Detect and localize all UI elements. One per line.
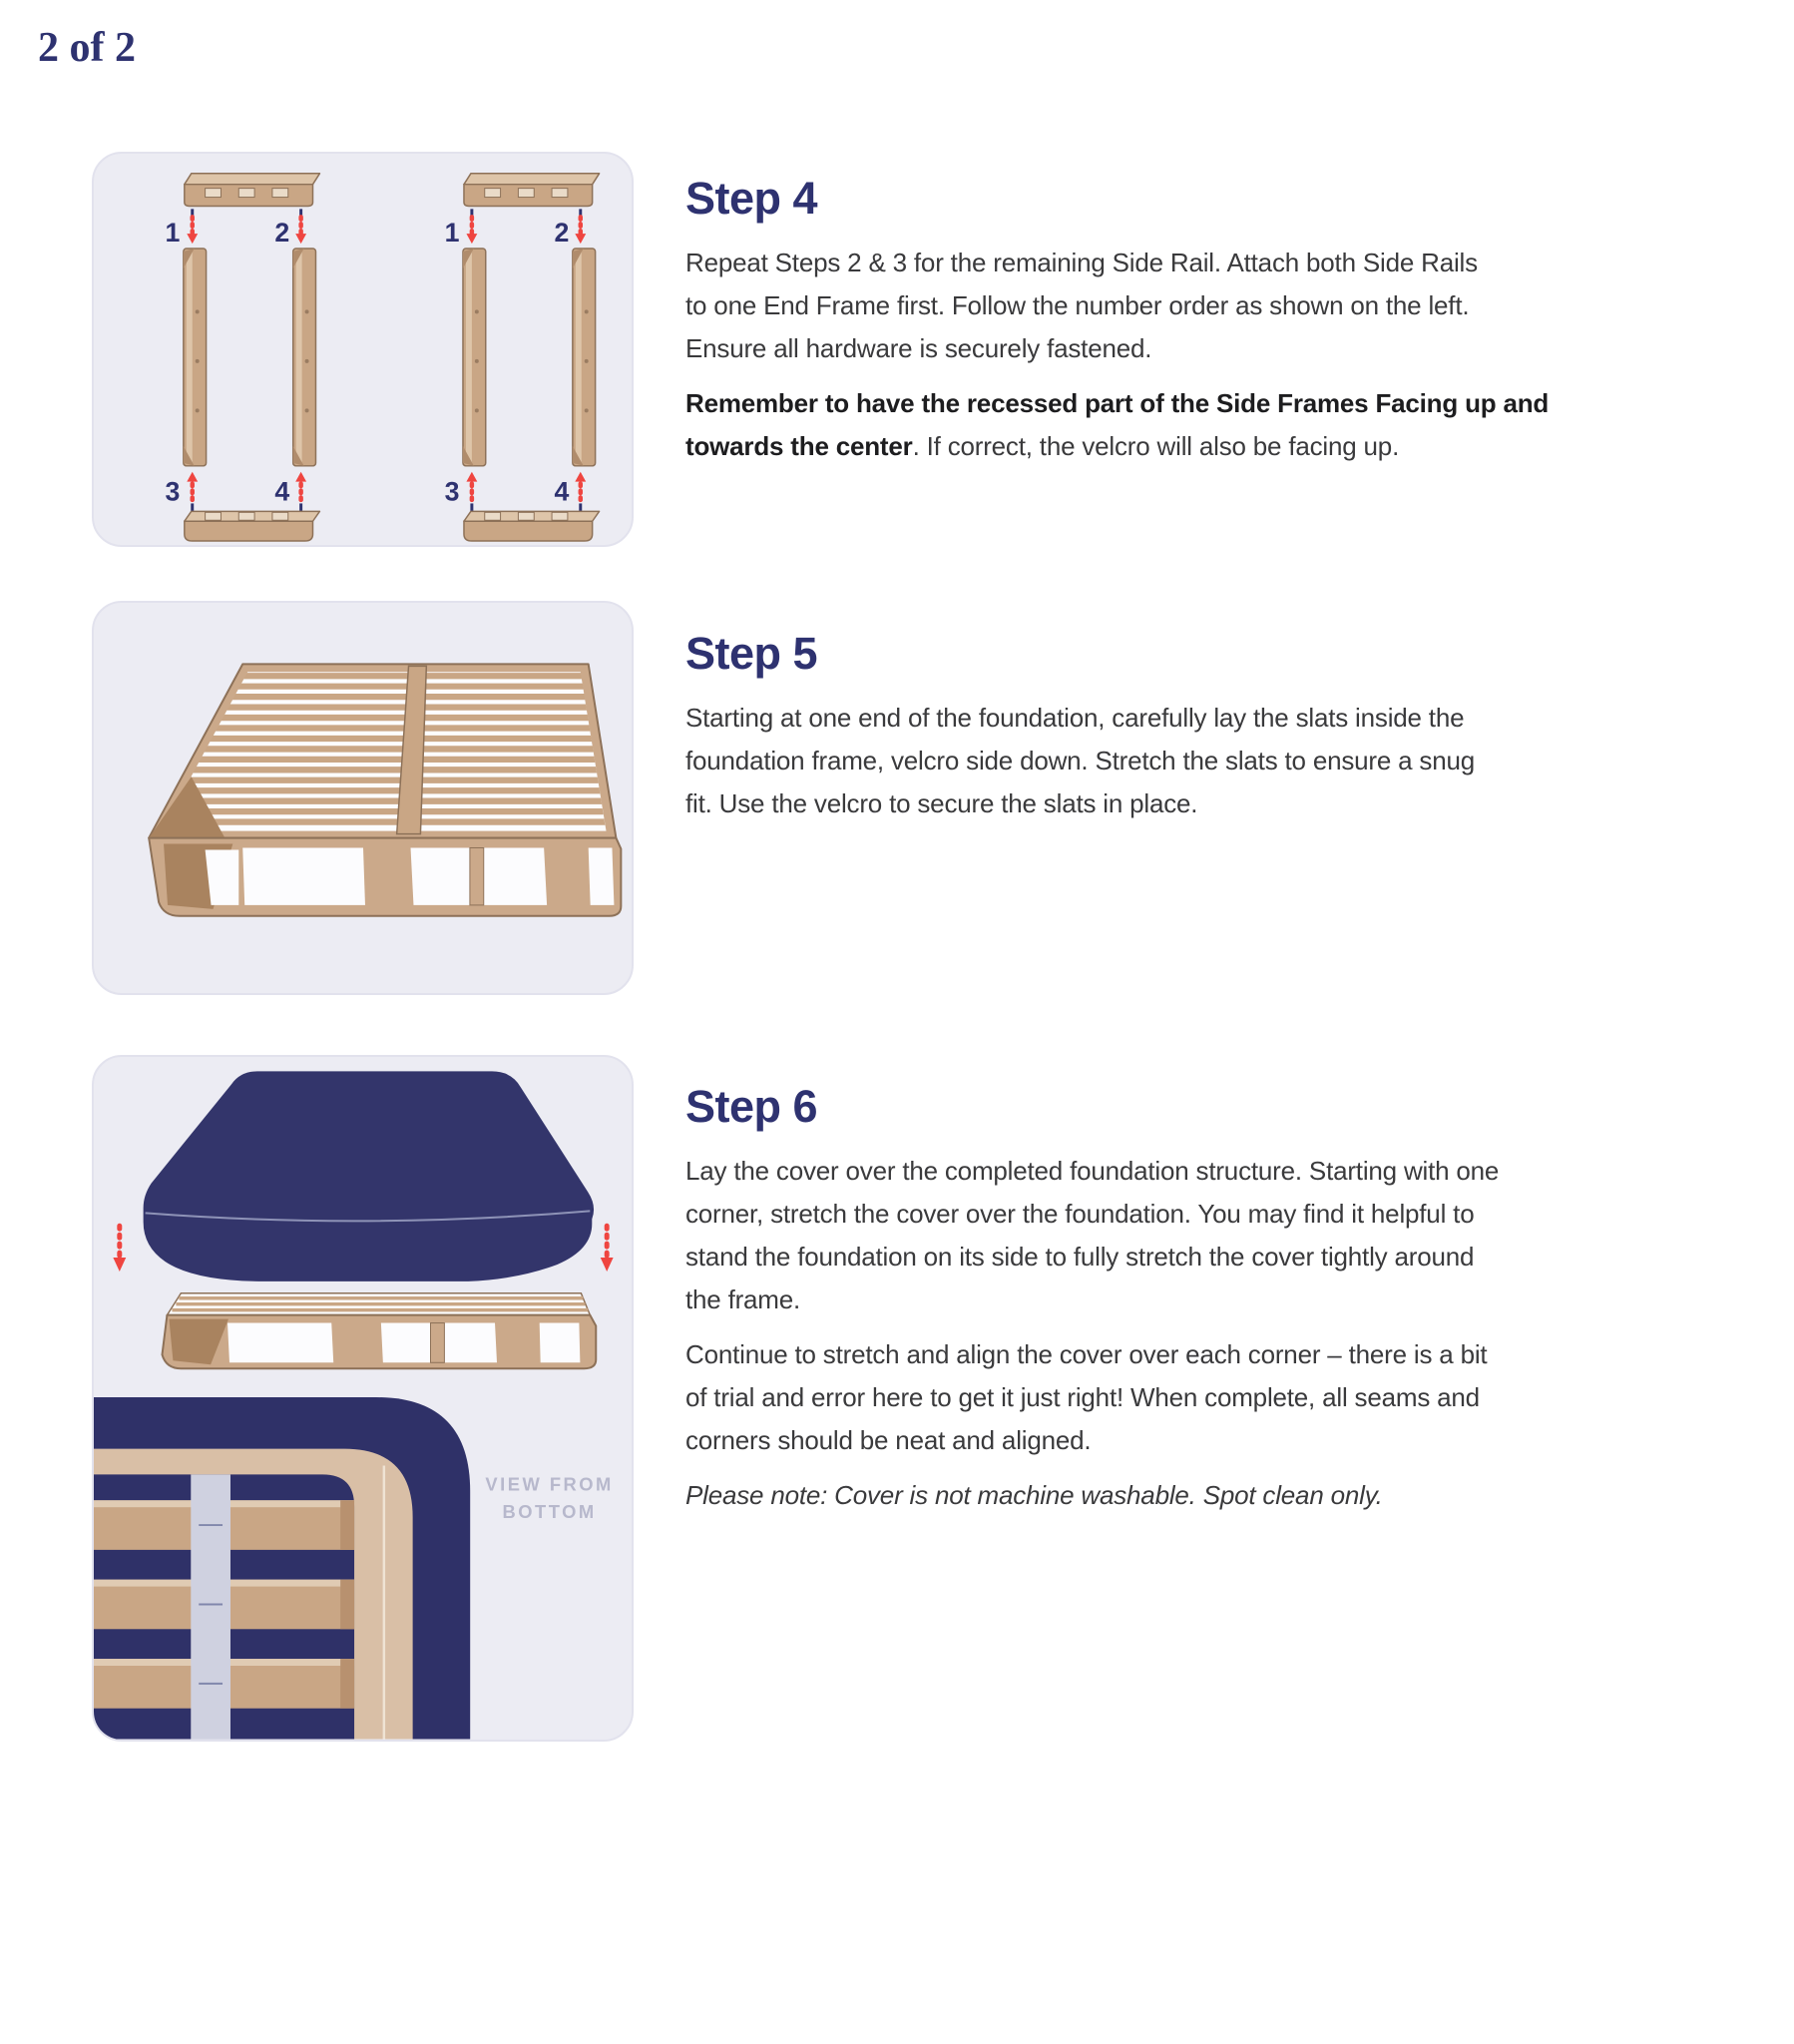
text-line: the frame. [685,1284,801,1314]
velcro-strip [191,1474,230,1739]
text-line: to one End Frame first. Follow the number order as shown on the left. [685,290,1470,320]
step5-title: Step 5 [685,628,818,679]
step5-illustration-panel [92,601,634,995]
step4-title: Step 4 [685,173,818,224]
note-bold-text: Remember to have the recessed part of the Side Frames Facing up and towards the center [685,388,1550,461]
down-arrow-icon [601,1226,614,1272]
text-line: fit. Use the velcro to secure the slats in place. [685,788,1198,818]
down-arrow-icon [113,1226,126,1272]
frame-assembly-diagram [94,154,632,545]
page-number-label: 2 of 2 [38,25,136,71]
text-line: Starting at one end of the foundation, carefully lay the slats inside the [685,703,1465,733]
view-from-bottom-caption-line2: BOTTOM [502,1501,597,1523]
text-line: foundation frame, velcro side down. Stretch the slats to ensure a snug [685,746,1476,775]
text-line: Repeat Steps 2 & 3 for the remaining Side Rail. Attach both Side Rails [685,248,1478,277]
step4-text-block [685,173,1556,468]
step4-illustration-panel [92,152,634,547]
slatted-foundation-illustration [94,603,632,993]
text-line: of trial and error here to get it just right! When complete, all seams and [685,1382,1480,1412]
text-line: Ensure all hardware is securely fastened. [685,333,1152,363]
text-line: Continue to stretch and align the cover over each corner – there is a bit [685,1339,1488,1369]
step5-text-block [685,628,1556,825]
text-line: Lay the cover over the completed foundation structure. Starting with one [685,1156,1500,1186]
step6-text-block [685,1081,1556,1517]
note-regular-text: . If correct, the velcro will also be facing up. [912,431,1400,461]
step4-note-paragraph [685,382,1556,468]
text-line: corner, stretch the cover over the foundation. You may find it helpful to [685,1199,1475,1229]
step6-care-note: Please note: Cover is not machine washable. Spot clean only. [685,1480,1383,1510]
text-line: stand the foundation on its side to fully stretch the cover tightly around [685,1242,1475,1272]
step4-paragraph-1 [685,242,1556,370]
step6-paragraph-1 [685,1150,1556,1321]
step6-title: Step 6 [685,1081,818,1132]
text-line: corners should be neat and aligned. [685,1425,1092,1455]
step6-paragraph-2 [685,1333,1556,1462]
step6-illustration-panel [92,1055,634,1742]
cover-over-foundation-illustration [94,1057,632,1740]
view-from-bottom-caption-line1: VIEW FROM [485,1473,614,1495]
step5-paragraph-1 [685,697,1556,825]
